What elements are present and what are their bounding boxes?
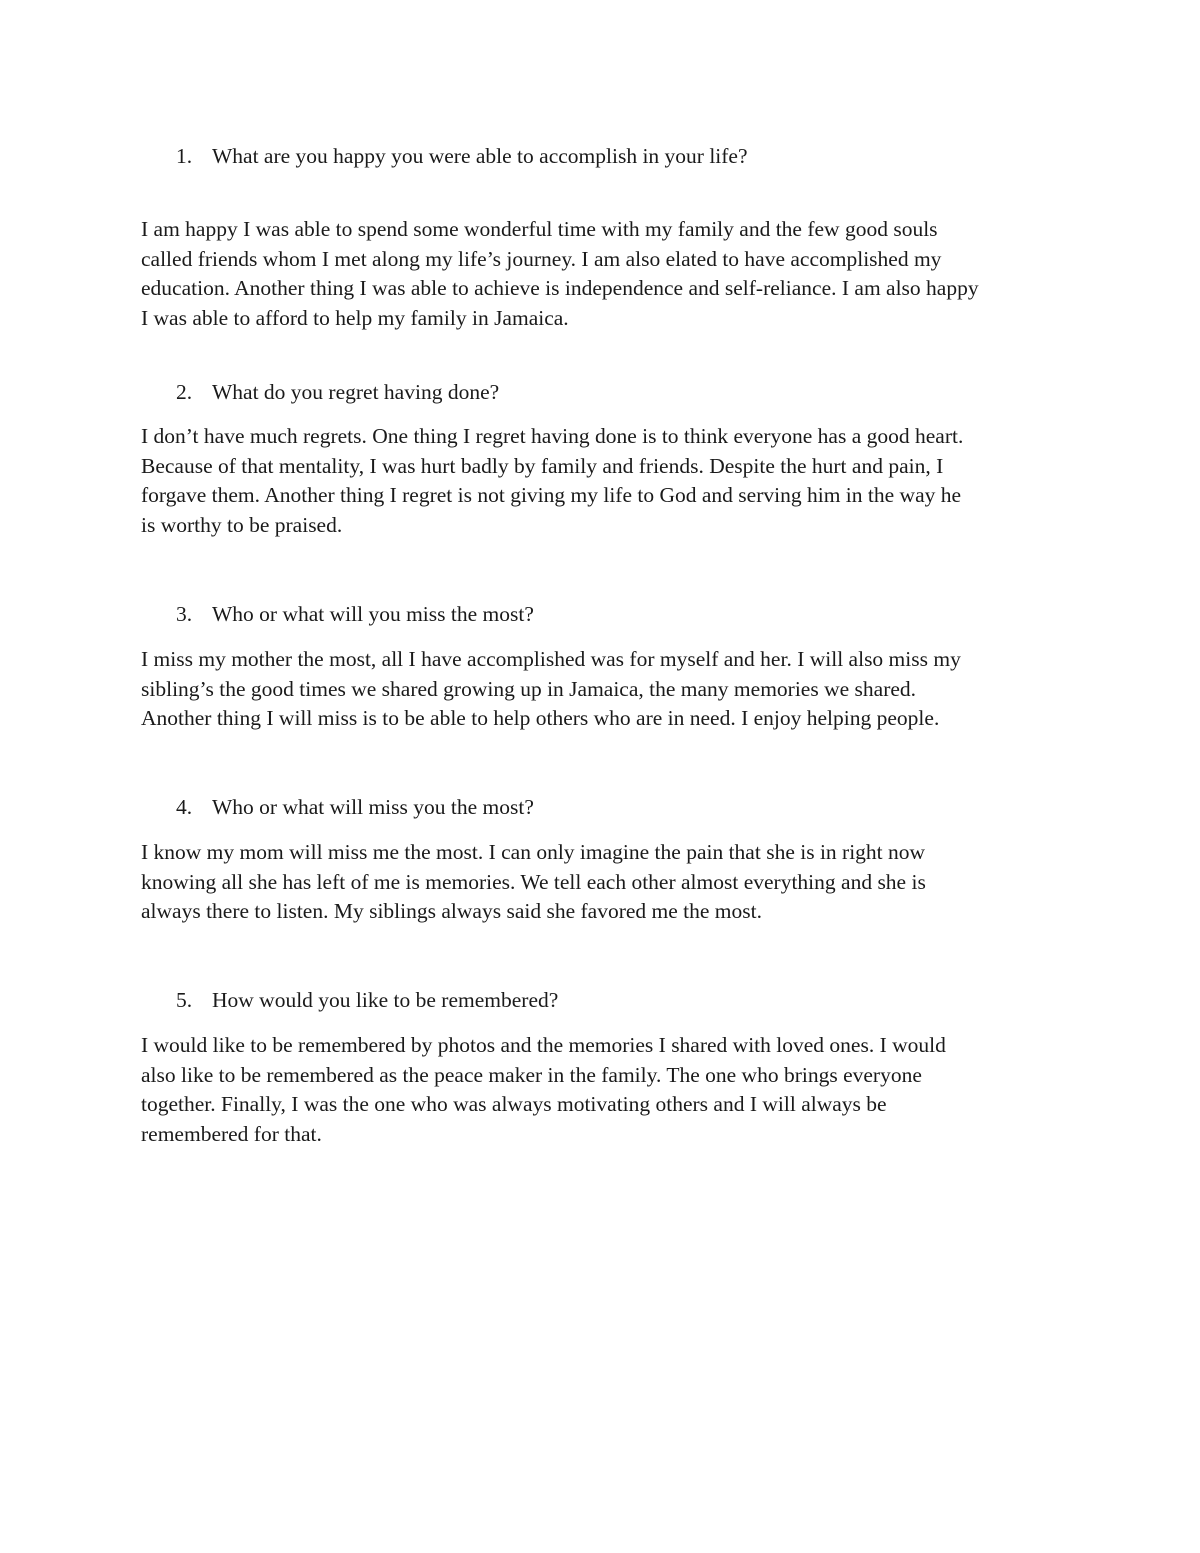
answer-line: Because of that mentality, I was hurt badly by family and friends. Despite the hurt and pain, I (141, 453, 944, 478)
answer-line: I am happy I was able to spend some wonderful time with my family and the few good souls (141, 217, 938, 241)
answer-2 (141, 422, 1081, 540)
answer-line: also like to be remembered as the peace maker in the family. The one who brings everyone (141, 1062, 922, 1087)
answer-line: knowing all she has left of me is memories. We tell each other almost everything and she is (141, 869, 926, 894)
question-3 (176, 600, 1136, 630)
answer-line: called friends whom I met along my life’s journey. I am also elated to have accomplished my (141, 246, 942, 271)
question-text: What do you regret having done? (212, 380, 500, 404)
answer-5 (141, 1031, 1081, 1149)
answer-1 (141, 215, 1081, 333)
answer-line: education. Another thing I was able to achieve is independence and self-reliance. I am also happy (141, 276, 979, 300)
answer-line: I don’t have much regrets. One thing I regret having done is to think everyone has a good heart. (141, 424, 964, 448)
answer-line: I know my mom will miss me the most. I can only imagine the pain that she is in right now (141, 840, 926, 864)
question-1 (176, 142, 1136, 172)
question-number: 2. (176, 380, 193, 404)
question-text: What are you happy you were able to accomplish in your life? (212, 144, 748, 168)
answer-4 (141, 838, 1081, 927)
answer-line: always there to listen. My siblings always said she favored me the most. (141, 899, 762, 923)
answer-line: together. Finally, I was the one who was always motivating others and I will always be (141, 1092, 887, 1116)
answer-line: sibling’s the good times we shared growing up in Jamaica, the many memories we shared. (141, 676, 917, 701)
answer-line: forgave them. Another thing I regret is not giving my life to God and serving him in the way he (141, 483, 962, 507)
question-text: Who or what will miss you the most? (212, 795, 534, 819)
answer-line: Another thing I will miss is to be able to help others who are in need. I enjoy helping people. (141, 706, 940, 730)
question-text: How would you like to be remembered? (212, 988, 559, 1012)
question-text: Who or what will you miss the most? (212, 602, 534, 626)
question-5 (176, 986, 1136, 1016)
answer-3 (141, 645, 1081, 734)
answer-line: is worthy to be praised. (141, 512, 343, 537)
question-number: 3. (176, 602, 193, 626)
answer-line: I would like to be remembered by photos and the memories I shared with loved ones. I would (141, 1033, 946, 1057)
question-number: 1. (176, 144, 193, 168)
answer-line: I was able to afford to help my family in Jamaica. (141, 305, 569, 330)
question-number: 4. (176, 795, 193, 819)
answer-line: remembered for that. (141, 1121, 322, 1146)
question-4 (176, 793, 1136, 823)
question-2 (176, 378, 1136, 408)
answer-line: I miss my mother the most, all I have accomplished was for myself and her. I will also miss my (141, 647, 961, 671)
question-number: 5. (176, 988, 193, 1012)
